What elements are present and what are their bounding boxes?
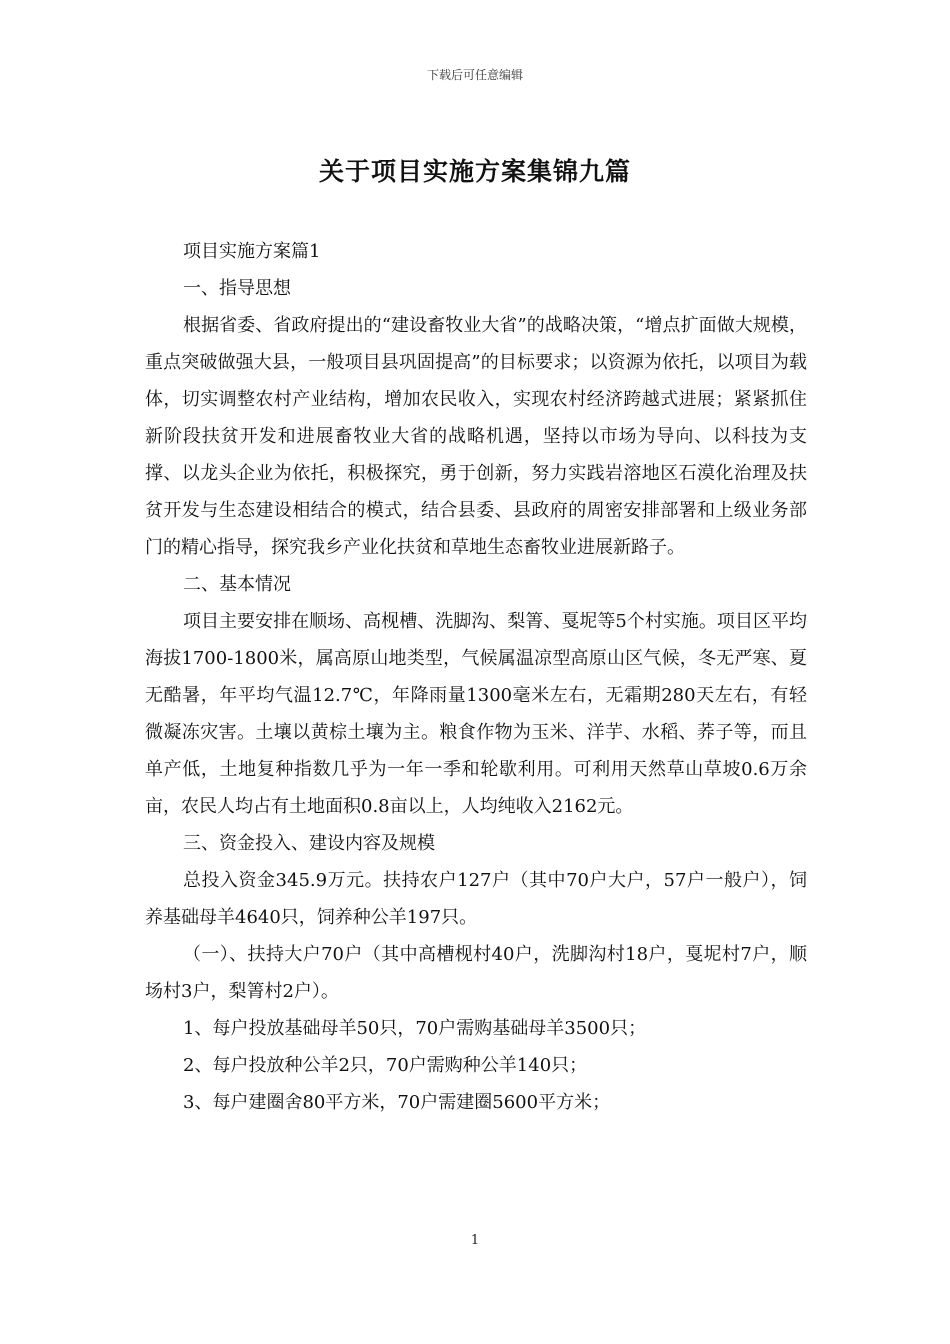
section-heading-plan-1: 项目实施方案篇1 <box>183 241 321 262</box>
paragraph-guiding-thought: 根据省委、省政府提出的“建设畜牧业大省”的战略决策，“增点扩面做大规模，重点突破做强大县，一般项目县巩固提高”的目标要求；以资源为依托，以项目为载体，切实调整农村产业结构，增加农民收入，实现农村经济跨越式进展；紧紧抓住新阶段扶贫开发和进展畜牧业大省的战略机遇，坚持以市场为导向、以科技为支撑、以龙头企业为依托，积极探究，勇于创新，努力实践岩溶地区石漠化治理及扶贫开发与生态建设相结合的模式，结合县委、县政府的周密安排部署和上级业务部门的精心指导，探究我乡产业化扶贫和草地生态畜牧业进展新路子。 <box>145 315 807 558</box>
section-heading-basic-situation: 二、基本情况 <box>183 574 291 595</box>
paragraph-basic-situation: 项目主要安排在顺场、高枧槽、洗脚沟、梨箐、戛坭等5个村实施。项目区平均海拔1700-1800米，属高原山地类型，气候属温凉型高原山区气候，冬无严寒、夏无酷暑，年平均气温12.7℃，年降雨量1300毫米左右，无霜期280天左右，有轻微凝冻灾害。土壤以黄棕土壤为主。粮食作物为玉米、洋芋、水稻、荞子等，而且单产低，土地复种指数几乎为一年一季和轮歇利用。可利用天然草山草坡0.6万余亩，农民人均占有土地面积0.8亩以上，人均纯收入2162元。 <box>145 611 807 817</box>
list-item-rams: 2、每户投放种公羊2只，70户需购种公羊140只； <box>183 1055 588 1076</box>
document-title: 关于项目实施方案集锦九篇 <box>318 157 631 186</box>
list-item-pens: 3、每户建圈舍80平方米，70户需建圈5600平方米； <box>183 1092 611 1113</box>
header-note: 下载后可任意编辑 <box>426 68 523 82</box>
page-number: 1 <box>470 1233 480 1248</box>
paragraph-large-households: （一）、扶持大户70户（其中高槽枧村40户，洗脚沟村18户，戛坭村7户，顺场村3户，梨箐村2户）。 <box>145 944 807 1002</box>
section-heading-guiding-thought: 一、指导思想 <box>183 278 291 299</box>
section-heading-investment: 三、资金投入、建设内容及规模 <box>183 833 435 854</box>
paragraph-total-investment: 总投入资金345.9万元。扶持农户127户（其中70户大户，57户一般户），饲养基础母羊4640只，饲养种公羊197只。 <box>145 870 807 928</box>
list-item-ewes: 1、每户投放基础母羊50只，70户需购基础母羊3500只； <box>183 1018 647 1039</box>
document-body <box>145 233 807 1121</box>
